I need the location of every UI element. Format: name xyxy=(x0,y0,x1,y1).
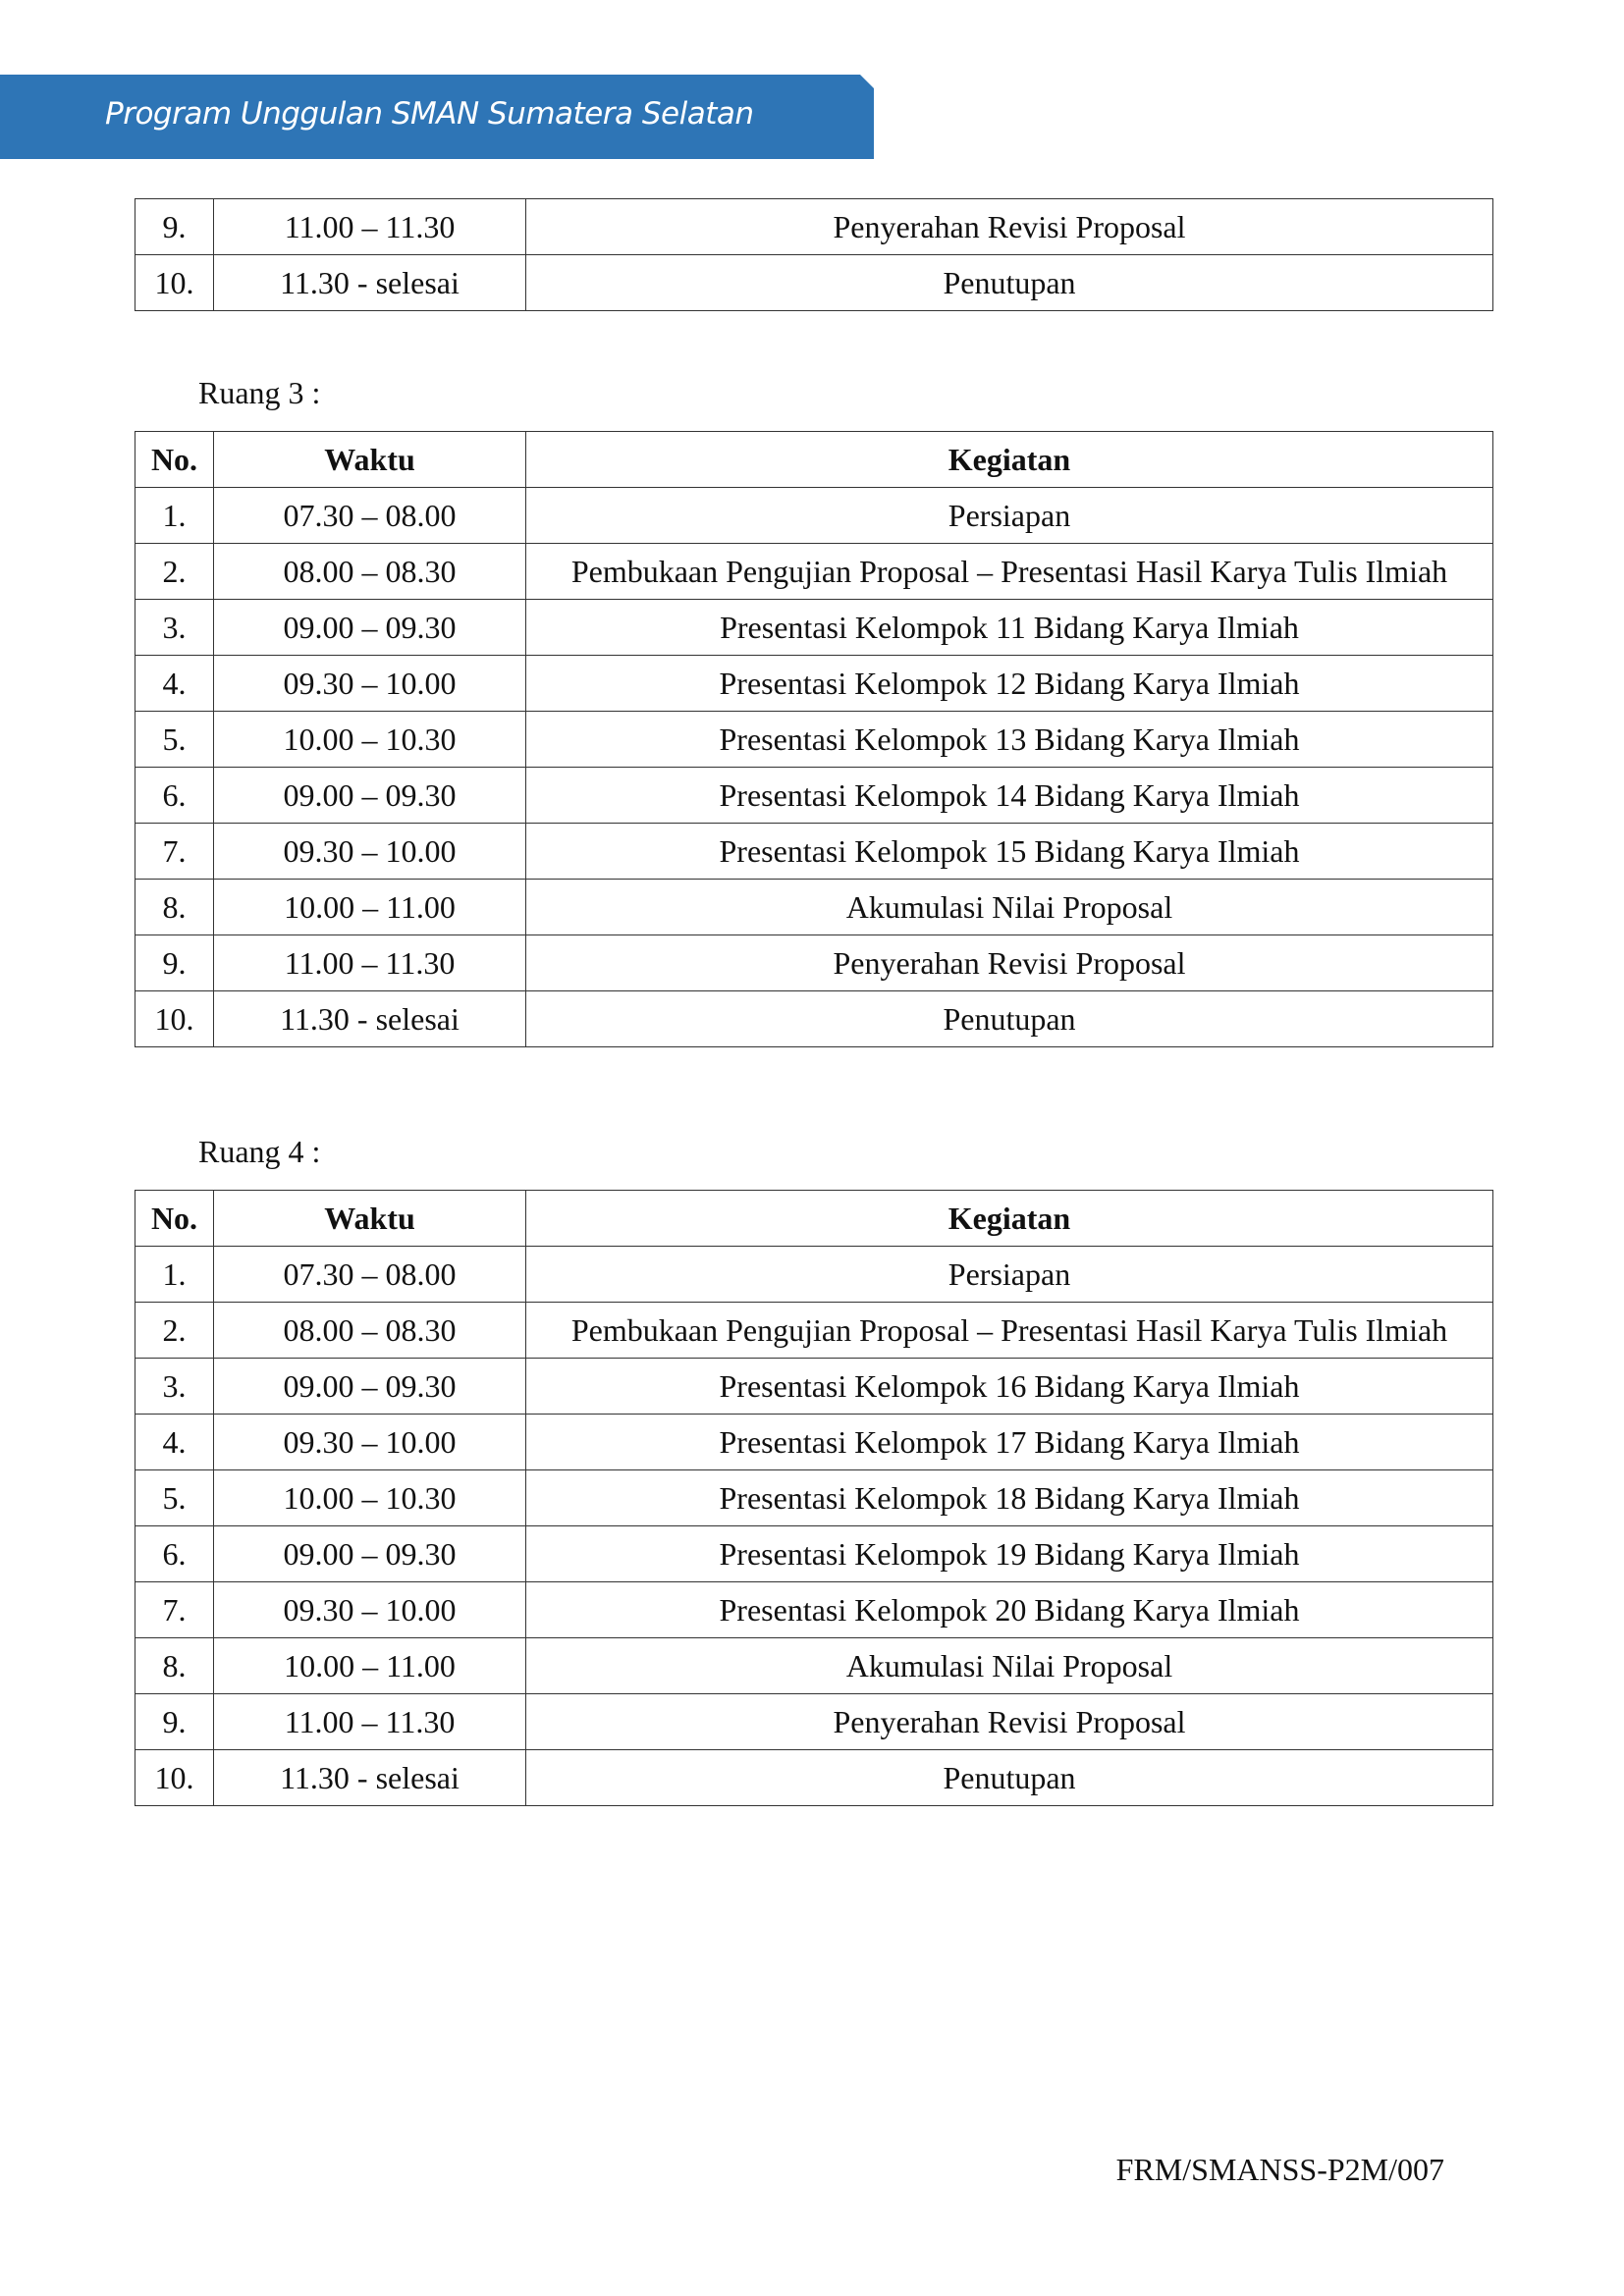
header-time: Waktu xyxy=(214,432,526,488)
table-row xyxy=(135,991,1493,1047)
row-activity: Penyerahan Revisi Proposal xyxy=(526,199,1493,255)
row-number: 2. xyxy=(135,1303,214,1359)
row-activity: Akumulasi Nilai Proposal xyxy=(526,1638,1493,1694)
header-title: Program Unggulan SMAN Sumatera Selatan xyxy=(105,96,754,132)
table-row xyxy=(135,1526,1493,1582)
row-number: 9. xyxy=(135,935,214,991)
row-time: 10.00 – 10.30 xyxy=(214,1470,526,1526)
table-row xyxy=(135,600,1493,656)
row-activity: Presentasi Kelompok 19 Bidang Karya Ilmiah xyxy=(526,1526,1493,1582)
row-time: 10.00 – 11.00 xyxy=(214,1638,526,1694)
table-row xyxy=(135,1247,1493,1303)
row-number: 6. xyxy=(135,1526,214,1582)
row-activity: Pembukaan Pengujian Proposal – Presentasi Hasil Karya Tulis Ilmiah xyxy=(526,1303,1493,1359)
row-time: 11.00 – 11.30 xyxy=(214,935,526,991)
row-activity: Penutupan xyxy=(526,255,1493,311)
row-number: 10. xyxy=(135,991,214,1047)
row-time: 09.00 – 09.30 xyxy=(214,1359,526,1415)
row-activity: Persiapan xyxy=(526,488,1493,544)
table-row xyxy=(135,1694,1493,1750)
row-activity: Penyerahan Revisi Proposal xyxy=(526,1694,1493,1750)
table-row xyxy=(135,712,1493,768)
row-activity: Pembukaan Pengujian Proposal – Presentasi Hasil Karya Tulis Ilmiah xyxy=(526,544,1493,600)
row-time: 10.00 – 10.30 xyxy=(214,712,526,768)
header-activity: Kegiatan xyxy=(526,1191,1493,1247)
row-activity: Presentasi Kelompok 12 Bidang Karya Ilmiah xyxy=(526,656,1493,712)
row-activity: Akumulasi Nilai Proposal xyxy=(526,880,1493,935)
row-time: 09.00 – 09.30 xyxy=(214,768,526,824)
table-row xyxy=(135,1470,1493,1526)
row-number: 6. xyxy=(135,768,214,824)
row-activity: Presentasi Kelompok 18 Bidang Karya Ilmiah xyxy=(526,1470,1493,1526)
row-activity: Presentasi Kelompok 15 Bidang Karya Ilmiah xyxy=(526,824,1493,880)
table-row xyxy=(135,255,1493,311)
row-time: 09.30 – 10.00 xyxy=(214,824,526,880)
row-activity: Penutupan xyxy=(526,1750,1493,1806)
row-number: 2. xyxy=(135,544,214,600)
table-header-row xyxy=(135,432,1493,488)
table-row xyxy=(135,1415,1493,1470)
row-time: 11.00 – 11.30 xyxy=(214,1694,526,1750)
row-number: 7. xyxy=(135,1582,214,1638)
row-number: 4. xyxy=(135,1415,214,1470)
row-number: 1. xyxy=(135,488,214,544)
continuation-table xyxy=(135,198,1493,311)
row-number: 5. xyxy=(135,712,214,768)
row-number: 4. xyxy=(135,656,214,712)
row-time: 11.30 - selesai xyxy=(214,1750,526,1806)
header-time: Waktu xyxy=(214,1191,526,1247)
row-activity: Presentasi Kelompok 11 Bidang Karya Ilmiah xyxy=(526,600,1493,656)
table-row xyxy=(135,824,1493,880)
row-activity: Presentasi Kelompok 13 Bidang Karya Ilmiah xyxy=(526,712,1493,768)
table-header-row xyxy=(135,1191,1493,1247)
room-3-table xyxy=(135,431,1493,1047)
room-4-label: Ruang 4 : xyxy=(198,1134,321,1169)
row-activity: Persiapan xyxy=(526,1247,1493,1303)
row-time: 11.00 – 11.30 xyxy=(214,199,526,255)
table-row xyxy=(135,656,1493,712)
row-time: 10.00 – 11.00 xyxy=(214,880,526,935)
table-row xyxy=(135,544,1493,600)
header-no: No. xyxy=(135,432,214,488)
row-number: 3. xyxy=(135,600,214,656)
table-row xyxy=(135,880,1493,935)
row-time: 08.00 – 08.30 xyxy=(214,544,526,600)
row-time: 09.30 – 10.00 xyxy=(214,656,526,712)
row-time: 11.30 - selesai xyxy=(214,255,526,311)
room-3-label: Ruang 3 : xyxy=(198,375,321,410)
row-number: 8. xyxy=(135,880,214,935)
table-row xyxy=(135,199,1493,255)
row-time: 09.00 – 09.30 xyxy=(214,600,526,656)
row-number: 9. xyxy=(135,199,214,255)
row-activity: Presentasi Kelompok 17 Bidang Karya Ilmiah xyxy=(526,1415,1493,1470)
row-activity: Penyerahan Revisi Proposal xyxy=(526,935,1493,991)
table-row xyxy=(135,1750,1493,1806)
row-time: 09.00 – 09.30 xyxy=(214,1526,526,1582)
table-row xyxy=(135,1303,1493,1359)
row-activity: Presentasi Kelompok 14 Bidang Karya Ilmiah xyxy=(526,768,1493,824)
table-row xyxy=(135,1582,1493,1638)
row-activity: Penutupan xyxy=(526,991,1493,1047)
row-activity: Presentasi Kelompok 16 Bidang Karya Ilmiah xyxy=(526,1359,1493,1415)
table-row xyxy=(135,1359,1493,1415)
row-number: 7. xyxy=(135,824,214,880)
row-time: 07.30 – 08.00 xyxy=(214,1247,526,1303)
table-row xyxy=(135,488,1493,544)
form-code: FRM/SMANSS-P2M/007 xyxy=(1115,2152,1444,2187)
row-time: 08.00 – 08.30 xyxy=(214,1303,526,1359)
row-number: 1. xyxy=(135,1247,214,1303)
row-number: 10. xyxy=(135,1750,214,1806)
header-no: No. xyxy=(135,1191,214,1247)
row-time: 11.30 - selesai xyxy=(214,991,526,1047)
row-activity: Presentasi Kelompok 20 Bidang Karya Ilmiah xyxy=(526,1582,1493,1638)
row-time: 09.30 – 10.00 xyxy=(214,1415,526,1470)
row-time: 07.30 – 08.00 xyxy=(214,488,526,544)
table-row xyxy=(135,935,1493,991)
header-activity: Kegiatan xyxy=(526,432,1493,488)
row-number: 3. xyxy=(135,1359,214,1415)
room-4-table xyxy=(135,1190,1493,1806)
table-row xyxy=(135,1638,1493,1694)
row-number: 5. xyxy=(135,1470,214,1526)
row-number: 9. xyxy=(135,1694,214,1750)
row-number: 10. xyxy=(135,255,214,311)
table-row xyxy=(135,768,1493,824)
row-number: 8. xyxy=(135,1638,214,1694)
row-time: 09.30 – 10.00 xyxy=(214,1582,526,1638)
